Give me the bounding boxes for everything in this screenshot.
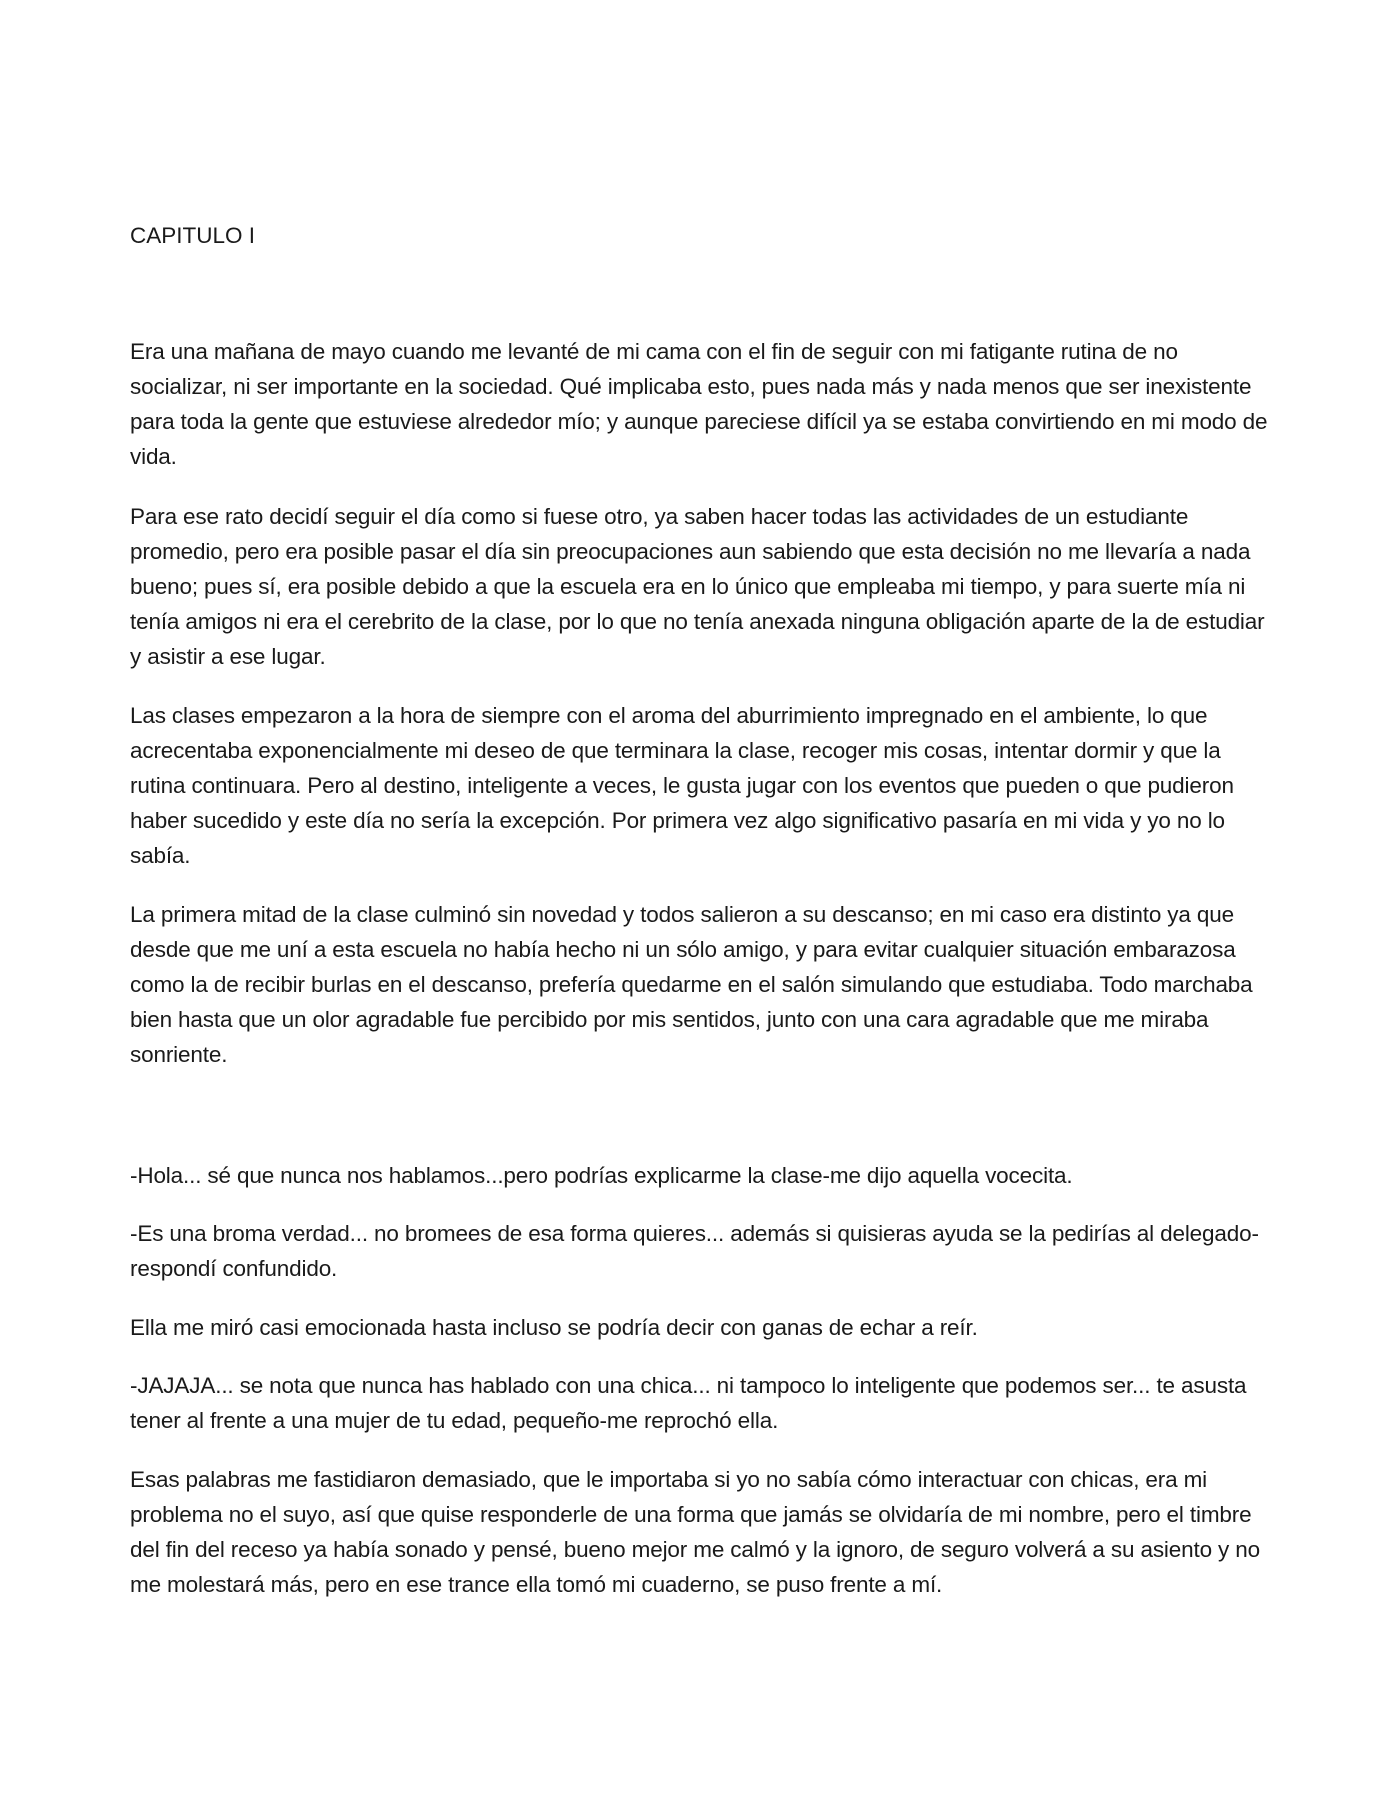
- paragraph: Era una mañana de mayo cuando me levanté de mi cama con el fin de seguir con mi fatigante rutina de no socializar, ni ser importante en la sociedad. Qué implicaba esto, pues nada más y nada menos que ser inexistente para toda la gente que estuviese alrededor mío; y aunque pareciese difícil ya se estaba convirtiendo en mi modo de vida.: [130, 339, 1268, 469]
- paragraph: Ella me miró casi emocionada hasta incluso se podría decir con ganas de echar a reír.: [130, 1315, 978, 1340]
- dialogue-line: -Es una broma verdad... no bromees de esa forma quieres... además si quisieras ayuda se la pedirías al delegado-respondí confundido.: [130, 1221, 1259, 1281]
- paragraph: Para ese rato decidí seguir el día como si fuese otro, ya saben hacer todas las actividades de un estudiante promedio, pero era posible pasar el día sin preocupaciones aun sabiendo que esta decisión no me llevaría a nada bueno; pues sí, era posible debido a que la escuela era en lo único que empleaba mi tiempo, y para suerte mía ni tenía amigos ni era el cerebrito de la clase, por lo que no tenía anexada ninguna obligación aparte de la de estudiar y asistir a ese lugar.: [130, 504, 1265, 669]
- dialogue-line: -JAJAJA... se nota que nunca has hablado con una chica... ni tampoco lo inteligente que podemos ser... te asusta tener al frente a una mujer de tu edad, pequeño-me reprochó ella.: [130, 1373, 1247, 1433]
- paragraph: Esas palabras me fastidiaron demasiado, que le importaba si yo no sabía cómo interactuar con chicas, era mi problema no el suyo, así que quise responderle de una forma que jamás se olvidaría de mi nombre, pero el timbre del fin del receso ya había sonado y pensé, bueno mejor me calmó y la ignoro, de seguro volverá a su asiento y no me molestará más, pero en ese trance ella tomó mi cuaderno, se puso frente a mí.: [130, 1467, 1260, 1597]
- paragraph: Las clases empezaron a la hora de siempre con el aroma del aburrimiento impregnado en el ambiente, lo que acrecentaba exponencialmente mi deseo de que terminara la clase, recoger mis cosas, intentar dormir y que la rutina continuara. Pero al destino, inteligente a veces, le gusta jugar con los eventos que pueden o que pudieron haber sucedido y este día no sería la excepción. Por primera vez algo significativo pasaría en mi vida y yo no lo sabía.: [130, 703, 1234, 868]
- paragraph: La primera mitad de la clase culminó sin novedad y todos salieron a su descanso; en mi caso era distinto ya que desde que me uní a esta escuela no había hecho ni un sólo amigo, y para evitar cualquier situación embarazosa como la de recibir burlas en el descanso, prefería quedarme en el salón simulando que estudiaba. Todo marchaba bien hasta que un olor agradable fue percibido por mis sentidos, junto con una cara agradable que me miraba sonriente.: [130, 902, 1253, 1067]
- chapter-title: CAPITULO I: [130, 223, 256, 248]
- dialogue-line: -Hola... sé que nunca nos hablamos...pero podrías explicarme la clase-me dijo aquella vocecita.: [130, 1163, 1073, 1188]
